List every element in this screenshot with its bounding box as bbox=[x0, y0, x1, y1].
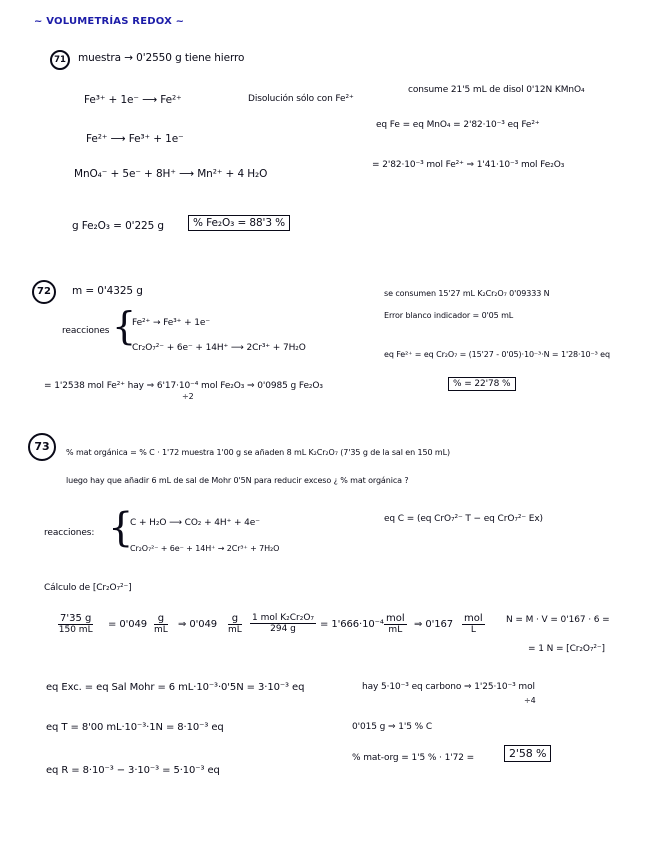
fraction-denominator: mL bbox=[154, 625, 168, 635]
p72-header: m = 0'4325 g bbox=[72, 285, 143, 297]
problem-73-number: 73 bbox=[28, 433, 56, 461]
p72-consume: se consumen 15'27 mL K₂Cr₂O₇ 0'09333 N bbox=[384, 289, 550, 298]
fraction-numerator: mol bbox=[464, 613, 483, 624]
p72-reaction-2: Cr₂O₇²⁻ + 6e⁻ + 14H⁺ ⟶ 2Cr³⁺ + 7H₂O bbox=[132, 343, 306, 353]
p71-result-box: % Fe₂O₃ = 88'3 % bbox=[188, 215, 290, 231]
p72-result-box: % = 22'78 % bbox=[448, 377, 516, 391]
fraction-molar-mass bbox=[250, 613, 316, 634]
fraction-denominator: L bbox=[470, 625, 476, 635]
fraction-numerator: 7'35 g bbox=[60, 613, 92, 624]
step-4: ⇒ 0'167 bbox=[414, 619, 454, 630]
step-1: = 0'049 bbox=[108, 619, 148, 630]
p73-header: % mat orgánica = % C · 1'72 muestra 1'00 g se añaden 8 mL K₂Cr₂O₇ (7'35 g de la sal en 150 mL) bbox=[66, 448, 451, 457]
p72-reactions-label: reacciones bbox=[62, 326, 110, 336]
page-title: ~ VOLUMETRÍAS REDOX ~ bbox=[34, 16, 185, 27]
p73-divide-4: ÷4 bbox=[524, 696, 536, 705]
p73-brace: { bbox=[108, 505, 134, 551]
p72-brace: { bbox=[112, 304, 137, 348]
fraction-denominator: mL bbox=[228, 625, 242, 635]
fraction-numerator: g bbox=[228, 613, 242, 625]
p73-mat-org: % mat-org = 1'5 % · 1'72 = bbox=[352, 753, 475, 763]
problem-72-number: 72 bbox=[32, 280, 56, 304]
p73-reaction-1: C + H₂O ⟶ CO₂ + 4H⁺ + 4e⁻ bbox=[130, 518, 260, 528]
p73-eq-reacted: eq R = 8·10⁻³ − 3·10⁻³ = 5·10⁻³ eq bbox=[46, 765, 220, 776]
p71-reaction-3: MnO₄⁻ + 5e⁻ + 8H⁺ ⟶ Mn²⁺ + 4 H₂O bbox=[74, 168, 268, 180]
fraction-mol-l bbox=[462, 613, 485, 635]
p73-normality-1: N = M · V = 0'167 · 6 = bbox=[506, 615, 610, 625]
p73-eq-total: eq T = 8'00 mL·10⁻³·1N = 8·10⁻³ eq bbox=[46, 722, 224, 733]
p71-note: Disolución sólo con Fe²⁺ bbox=[248, 94, 354, 104]
p72-blank-error: Error blanco indicador = 0'05 mL bbox=[384, 311, 514, 320]
p72-reaction-1: Fe²⁺ → Fe³⁺ + 1e⁻ bbox=[132, 318, 210, 328]
p71-header: muestra → 0'2550 g tiene hierro bbox=[78, 52, 245, 64]
p71-consume: consume 21'5 mL de disol 0'12N KMnO₄ bbox=[408, 85, 585, 95]
p73-result-box: 2'58 % bbox=[504, 745, 551, 762]
fraction-g-ml-2 bbox=[228, 613, 242, 635]
fraction-denominator: 150 mL bbox=[58, 625, 93, 635]
p71-reaction-1: Fe³⁺ + 1e⁻ ⟶ Fe²⁺ bbox=[84, 94, 182, 106]
p73-reactions-label: reacciones: bbox=[44, 528, 95, 538]
p72-divide-2: ÷2 bbox=[182, 392, 194, 401]
p73-carbon-mass: 0'015 g ⇒ 1'5 % C bbox=[352, 722, 432, 732]
fraction-denominator: 294 g bbox=[270, 624, 296, 634]
fraction-g-ml-1 bbox=[154, 613, 168, 635]
fraction-numerator: mol bbox=[386, 613, 405, 624]
p72-line: = 1'2538 mol Fe²⁺ hay ⇒ 6'17·10⁻⁴ mol Fe₂O₃ ⇒ 0'0985 g Fe₂O₃ bbox=[44, 381, 323, 391]
fraction-mass-volume bbox=[58, 613, 93, 635]
p73-reaction-2: Cr₂O₇²⁻ + 6e⁻ + 14H⁺ → 2Cr³⁺ + 7H₂O bbox=[130, 544, 280, 553]
fraction-numerator: 1 mol K₂Cr₂O₇ bbox=[252, 613, 315, 623]
p71-moles: = 2'82·10⁻³ mol Fe²⁺ ⇒ 1'41·10⁻³ mol Fe₂O₃ bbox=[372, 160, 565, 170]
p73-eq-carbon: eq C = (eq CrO₇²⁻ T − eq CrO₇²⁻ Ex) bbox=[384, 514, 543, 524]
p72-equivalence: eq Fe²⁺ = eq Cr₂O₇ = (15'27 - 0'05)·10⁻³·N = 1'28·10⁻³ eq bbox=[384, 350, 610, 359]
problem-71-number: 71 bbox=[50, 50, 70, 70]
p71-mass: g Fe₂O₃ = 0'225 g bbox=[72, 220, 164, 232]
p73-calc-label: Cálculo de [Cr₂O₇²⁻] bbox=[44, 583, 132, 593]
p73-normality-2: = 1 N = [Cr₂O₇²⁻] bbox=[528, 644, 605, 654]
p71-reaction-2: Fe²⁺ ⟶ Fe³⁺ + 1e⁻ bbox=[86, 133, 184, 145]
p73-line-2: luego hay que añadir 6 mL de sal de Mohr 0'5N para reducir exceso ¿ % mat orgánica ? bbox=[66, 476, 409, 485]
fraction-numerator: g bbox=[154, 613, 168, 625]
step-2: ⇒ 0'049 bbox=[178, 619, 218, 630]
fraction-mol-ml bbox=[384, 613, 407, 635]
p73-hay: hay 5·10⁻³ eq carbono ⇒ 1'25·10⁻³ mol bbox=[362, 682, 535, 692]
fraction-denominator: mL bbox=[388, 625, 403, 635]
step-3: = 1'666·10⁻⁴ bbox=[320, 619, 384, 630]
p73-eq-excess: eq Exc. = eq Sal Mohr = 6 mL·10⁻³·0'5N = 3·10⁻³ eq bbox=[46, 682, 305, 693]
p71-equivalence: eq Fe = eq MnO₄ = 2'82·10⁻³ eq Fe²⁺ bbox=[376, 120, 540, 130]
